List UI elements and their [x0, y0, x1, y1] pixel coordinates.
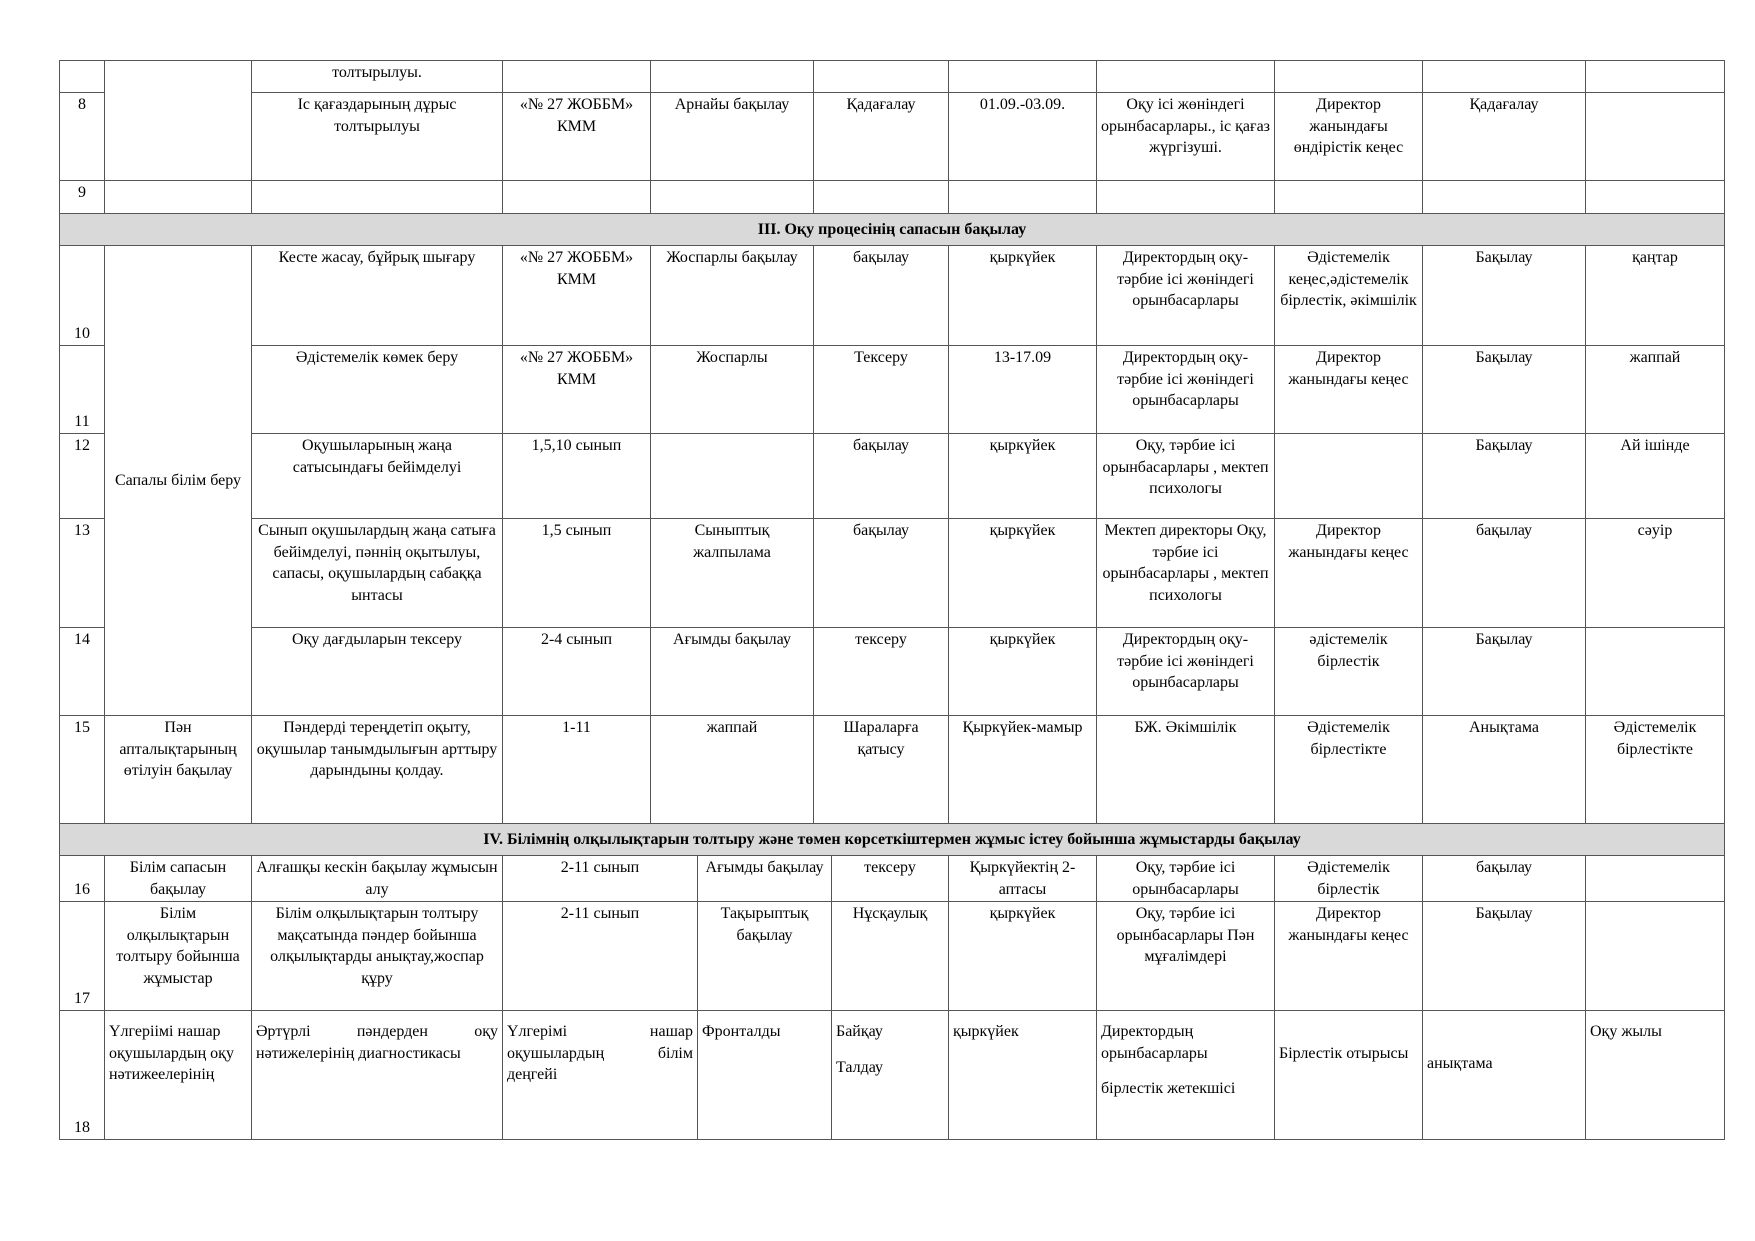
review-cell: Бірлестік отырысы — [1275, 1011, 1423, 1140]
dates-cell: қыркүйек — [949, 434, 1097, 519]
row-number: 11 — [60, 346, 105, 434]
method-cell: Нұсқаулық — [832, 902, 949, 1011]
table-row — [60, 346, 1725, 434]
type-cell — [651, 61, 814, 93]
content-cell: Пәндерді тереңдетіп оқыту, оқушылар танымдылығын арттыру дарындыны қолдау. — [252, 716, 503, 824]
control-plan-table — [59, 60, 1725, 1140]
table-row — [60, 716, 1725, 824]
responsible-cell: Мектеп директоры Оқу, тәрбие ісі орынбасарлары , мектеп психологы — [1097, 519, 1275, 628]
review-cell — [1275, 61, 1423, 93]
dates-cell: қыркүйек — [949, 1011, 1097, 1140]
responsible-cell: Директордың оқу-тәрбие ісі жөніндегі орынбасарлары — [1097, 246, 1275, 346]
table-row — [60, 1011, 1725, 1140]
result-cell: бақылау — [1423, 519, 1586, 628]
review-cell — [1275, 434, 1423, 519]
result-cell: Бақылау — [1423, 628, 1586, 716]
direction-cell: Пән апталықтарының өтілуін бақылау — [105, 716, 252, 824]
row-number: 10 — [60, 246, 105, 346]
review-cell: Директор жанындағы кеңес — [1275, 902, 1423, 1011]
responsible-cell: Директордың оқу-тәрбие ісі жөніндегі орынбасарлары — [1097, 346, 1275, 434]
table-row — [60, 856, 1725, 902]
extra-cell: Оқу жылы — [1586, 1011, 1725, 1140]
result-cell: анықтама — [1423, 1011, 1586, 1140]
content-cell: Оқу дағдыларын тексеру — [252, 628, 503, 716]
object-cell: 1,5 сынып — [503, 519, 651, 628]
object-cell — [503, 181, 651, 214]
section-header-row — [60, 824, 1725, 856]
dates-cell — [949, 61, 1097, 93]
row-number: 9 — [60, 181, 105, 214]
review-cell: Әдістемелік бірлестікте — [1275, 716, 1423, 824]
dates-cell: Қыркүйектің 2-аптасы — [949, 856, 1097, 902]
responsible-cell: Директордың оқу-тәрбие ісі жөніндегі орынбасарлары — [1097, 628, 1275, 716]
review-cell: Директор жанындағы кеңес — [1275, 519, 1423, 628]
object-cell: 2-11 сынып — [503, 902, 698, 1011]
type-cell: Арнайы бақылау — [651, 93, 814, 181]
result-cell: Қадағалау — [1423, 93, 1586, 181]
method-cell: Тексеру — [814, 346, 949, 434]
row-number — [60, 61, 105, 93]
dates-cell — [949, 181, 1097, 214]
table-row — [60, 61, 1725, 93]
responsible-cell — [1097, 61, 1275, 93]
responsible-cell: БЖ. Әкімшілік — [1097, 716, 1275, 824]
content-cell: Іс қағаздарының дұрыс толтырылуы — [252, 93, 503, 181]
object-cell: «№ 27 ЖОББМ» КММ — [503, 246, 651, 346]
row-number: 13 — [60, 519, 105, 628]
result-cell — [1423, 61, 1586, 93]
method-cell: тексеру — [832, 856, 949, 902]
extra-cell: сәуір — [1586, 519, 1725, 628]
extra-cell — [1586, 902, 1725, 1011]
review-cell: әдістемелік бірлестік — [1275, 628, 1423, 716]
responsible-cell: Оқу, тәрбие ісі орынбасарлары , мектеп психологы — [1097, 434, 1275, 519]
responsible-cell: Оқу, тәрбие ісі орынбасарлары Пән мұғалімдері — [1097, 902, 1275, 1011]
section-title: ІІІ. Оқу процесінің сапасын бақылау — [60, 214, 1725, 246]
row-number: 15 — [60, 716, 105, 824]
result-cell: Бақылау — [1423, 246, 1586, 346]
object-cell — [503, 61, 651, 93]
review-cell: Директор жанындағы өндірістік кеңес — [1275, 93, 1423, 181]
review-cell — [1275, 181, 1423, 214]
type-cell: жаппай — [651, 716, 814, 824]
content-cell: Оқушыларының жаңа сатысындағы бейімделуі — [252, 434, 503, 519]
object-cell: 2-4 сынып — [503, 628, 651, 716]
extra-cell — [1586, 93, 1725, 181]
method-observe: Байқау — [836, 1023, 883, 1040]
method-cell — [814, 181, 949, 214]
content-cell: Білім олқылықтарын толтыру мақсатында пәндер бойынша олқылықтарды анықтау,жоспар құру — [252, 902, 503, 1011]
extra-cell — [1586, 61, 1725, 93]
extra-cell: қаңтар — [1586, 246, 1725, 346]
type-cell: Жоспарлы бақылау — [651, 246, 814, 346]
direction-cell: Білім сапасын бақылау — [105, 856, 252, 902]
table-row — [60, 93, 1725, 181]
extra-cell: жаппай — [1586, 346, 1725, 434]
table-row — [60, 181, 1725, 214]
review-cell: Әдістемелік бірлестік — [1275, 856, 1423, 902]
extra-cell — [1586, 856, 1725, 902]
content-cell: Әртүрлі пәндерден оқу нәтижелерінің диагностикасы — [252, 1011, 503, 1140]
table-row — [60, 519, 1725, 628]
content-cell: толтырылуы. — [252, 61, 503, 93]
extra-cell — [1586, 628, 1725, 716]
extra-cell: Ай ішінде — [1586, 434, 1725, 519]
row-number: 8 — [60, 93, 105, 181]
dates-cell: қыркүйек — [949, 246, 1097, 346]
responsible-cell — [1097, 181, 1275, 214]
content-cell — [252, 181, 503, 214]
type-cell: Ағымды бақылау — [651, 628, 814, 716]
type-cell — [651, 181, 814, 214]
direction-cell: Сапалы білім беру — [105, 246, 252, 716]
result-cell: Бақылау — [1423, 346, 1586, 434]
review-cell: Директор жанындағы кеңес — [1275, 346, 1423, 434]
direction-cell — [105, 181, 252, 214]
dates-cell: 01.09.-03.09. — [949, 93, 1097, 181]
content-cell: Алғашқы кескін бақылау жұмысын алу — [252, 856, 503, 902]
extra-cell: Әдістемелік бірлестікте — [1586, 716, 1725, 824]
direction-cell: Үлгеріімі нашар оқушылардың оқу нәтижеелерінің — [105, 1011, 252, 1140]
result-cell: Анықтама — [1423, 716, 1586, 824]
table-row — [60, 246, 1725, 346]
row-number: 18 — [60, 1011, 105, 1140]
result-cell: бақылау — [1423, 856, 1586, 902]
method-cell: бақылау — [814, 519, 949, 628]
method-cell: Шараларға қатысу — [814, 716, 949, 824]
object-cell: 2-11 сынып — [503, 856, 698, 902]
responsible-cell — [1097, 1011, 1275, 1140]
section-title: IV. Білімнің олқылықтарын толтыру және төмен көрсеткіштермен жұмыс істеу бойынша жұмыстарды бақылау — [60, 824, 1725, 856]
dates-cell: 13-17.09 — [949, 346, 1097, 434]
method-cell: бақылау — [814, 434, 949, 519]
responsible-head: бірлестік жетекшісі — [1101, 1080, 1236, 1097]
object-cell: «№ 27 ЖОББМ» КММ — [503, 93, 651, 181]
method-cell: бақылау — [814, 246, 949, 346]
object-cell: 1-11 — [503, 716, 651, 824]
dates-cell: қыркүйек — [949, 519, 1097, 628]
type-cell: Сыныптық жалпылама — [651, 519, 814, 628]
plan-table-sheet — [59, 60, 1724, 1140]
object-cell: Үлгерімі нашар оқушылардың білім деңгейі — [503, 1011, 698, 1140]
object-cell: «№ 27 ЖОББМ» КММ — [503, 346, 651, 434]
section-header-row — [60, 214, 1725, 246]
method-cell: тексеру — [814, 628, 949, 716]
responsible-deputies: Директордың орынбасарлары — [1101, 1023, 1208, 1062]
result-cell — [1423, 181, 1586, 214]
row-number: 14 — [60, 628, 105, 716]
table-row — [60, 902, 1725, 1011]
object-cell: 1,5,10 сынып — [503, 434, 651, 519]
content-cell: Әдістемелік көмек беру — [252, 346, 503, 434]
responsible-cell: Оқу ісі жөніндегі орынбасарлары., іс қағаз жүргізуші. — [1097, 93, 1275, 181]
type-cell: Тақырыптық бақылау — [698, 902, 832, 1011]
responsible-cell: Оқу, тәрбие ісі орынбасарлары — [1097, 856, 1275, 902]
type-cell: Фронталды — [698, 1011, 832, 1140]
method-cell — [814, 61, 949, 93]
result-cell: Бақылау — [1423, 434, 1586, 519]
review-cell: Әдістемелік кеңес,әдістемелік бірлестік, әкімшілік — [1275, 246, 1423, 346]
extra-cell — [1586, 181, 1725, 214]
row-number: 12 — [60, 434, 105, 519]
row-number: 16 — [60, 856, 105, 902]
result-cell: Бақылау — [1423, 902, 1586, 1011]
type-cell — [651, 434, 814, 519]
method-analyze: Талдау — [836, 1058, 884, 1076]
direction-cell — [105, 61, 252, 181]
direction-cell: Білім олқылықтарын толтыру бойынша жұмыстар — [105, 902, 252, 1011]
dates-cell: Қыркүйек-мамыр — [949, 716, 1097, 824]
type-cell: Жоспарлы — [651, 346, 814, 434]
dates-cell: қыркүйек — [949, 628, 1097, 716]
content-cell: Сынып оқушылардың жаңа сатыға бейімделуі, пәннің оқытылуы, сапасы, оқушылардың сабаққа ынтасы — [252, 519, 503, 628]
table-row — [60, 434, 1725, 519]
method-cell: Қадағалау — [814, 93, 949, 181]
table-row — [60, 628, 1725, 716]
row-number: 17 — [60, 902, 105, 1011]
type-cell: Ағымды бақылау — [698, 856, 832, 902]
method-cell — [832, 1011, 949, 1140]
dates-cell: қыркүйек — [949, 902, 1097, 1011]
content-cell: Кесте жасау, бұйрық шығару — [252, 246, 503, 346]
